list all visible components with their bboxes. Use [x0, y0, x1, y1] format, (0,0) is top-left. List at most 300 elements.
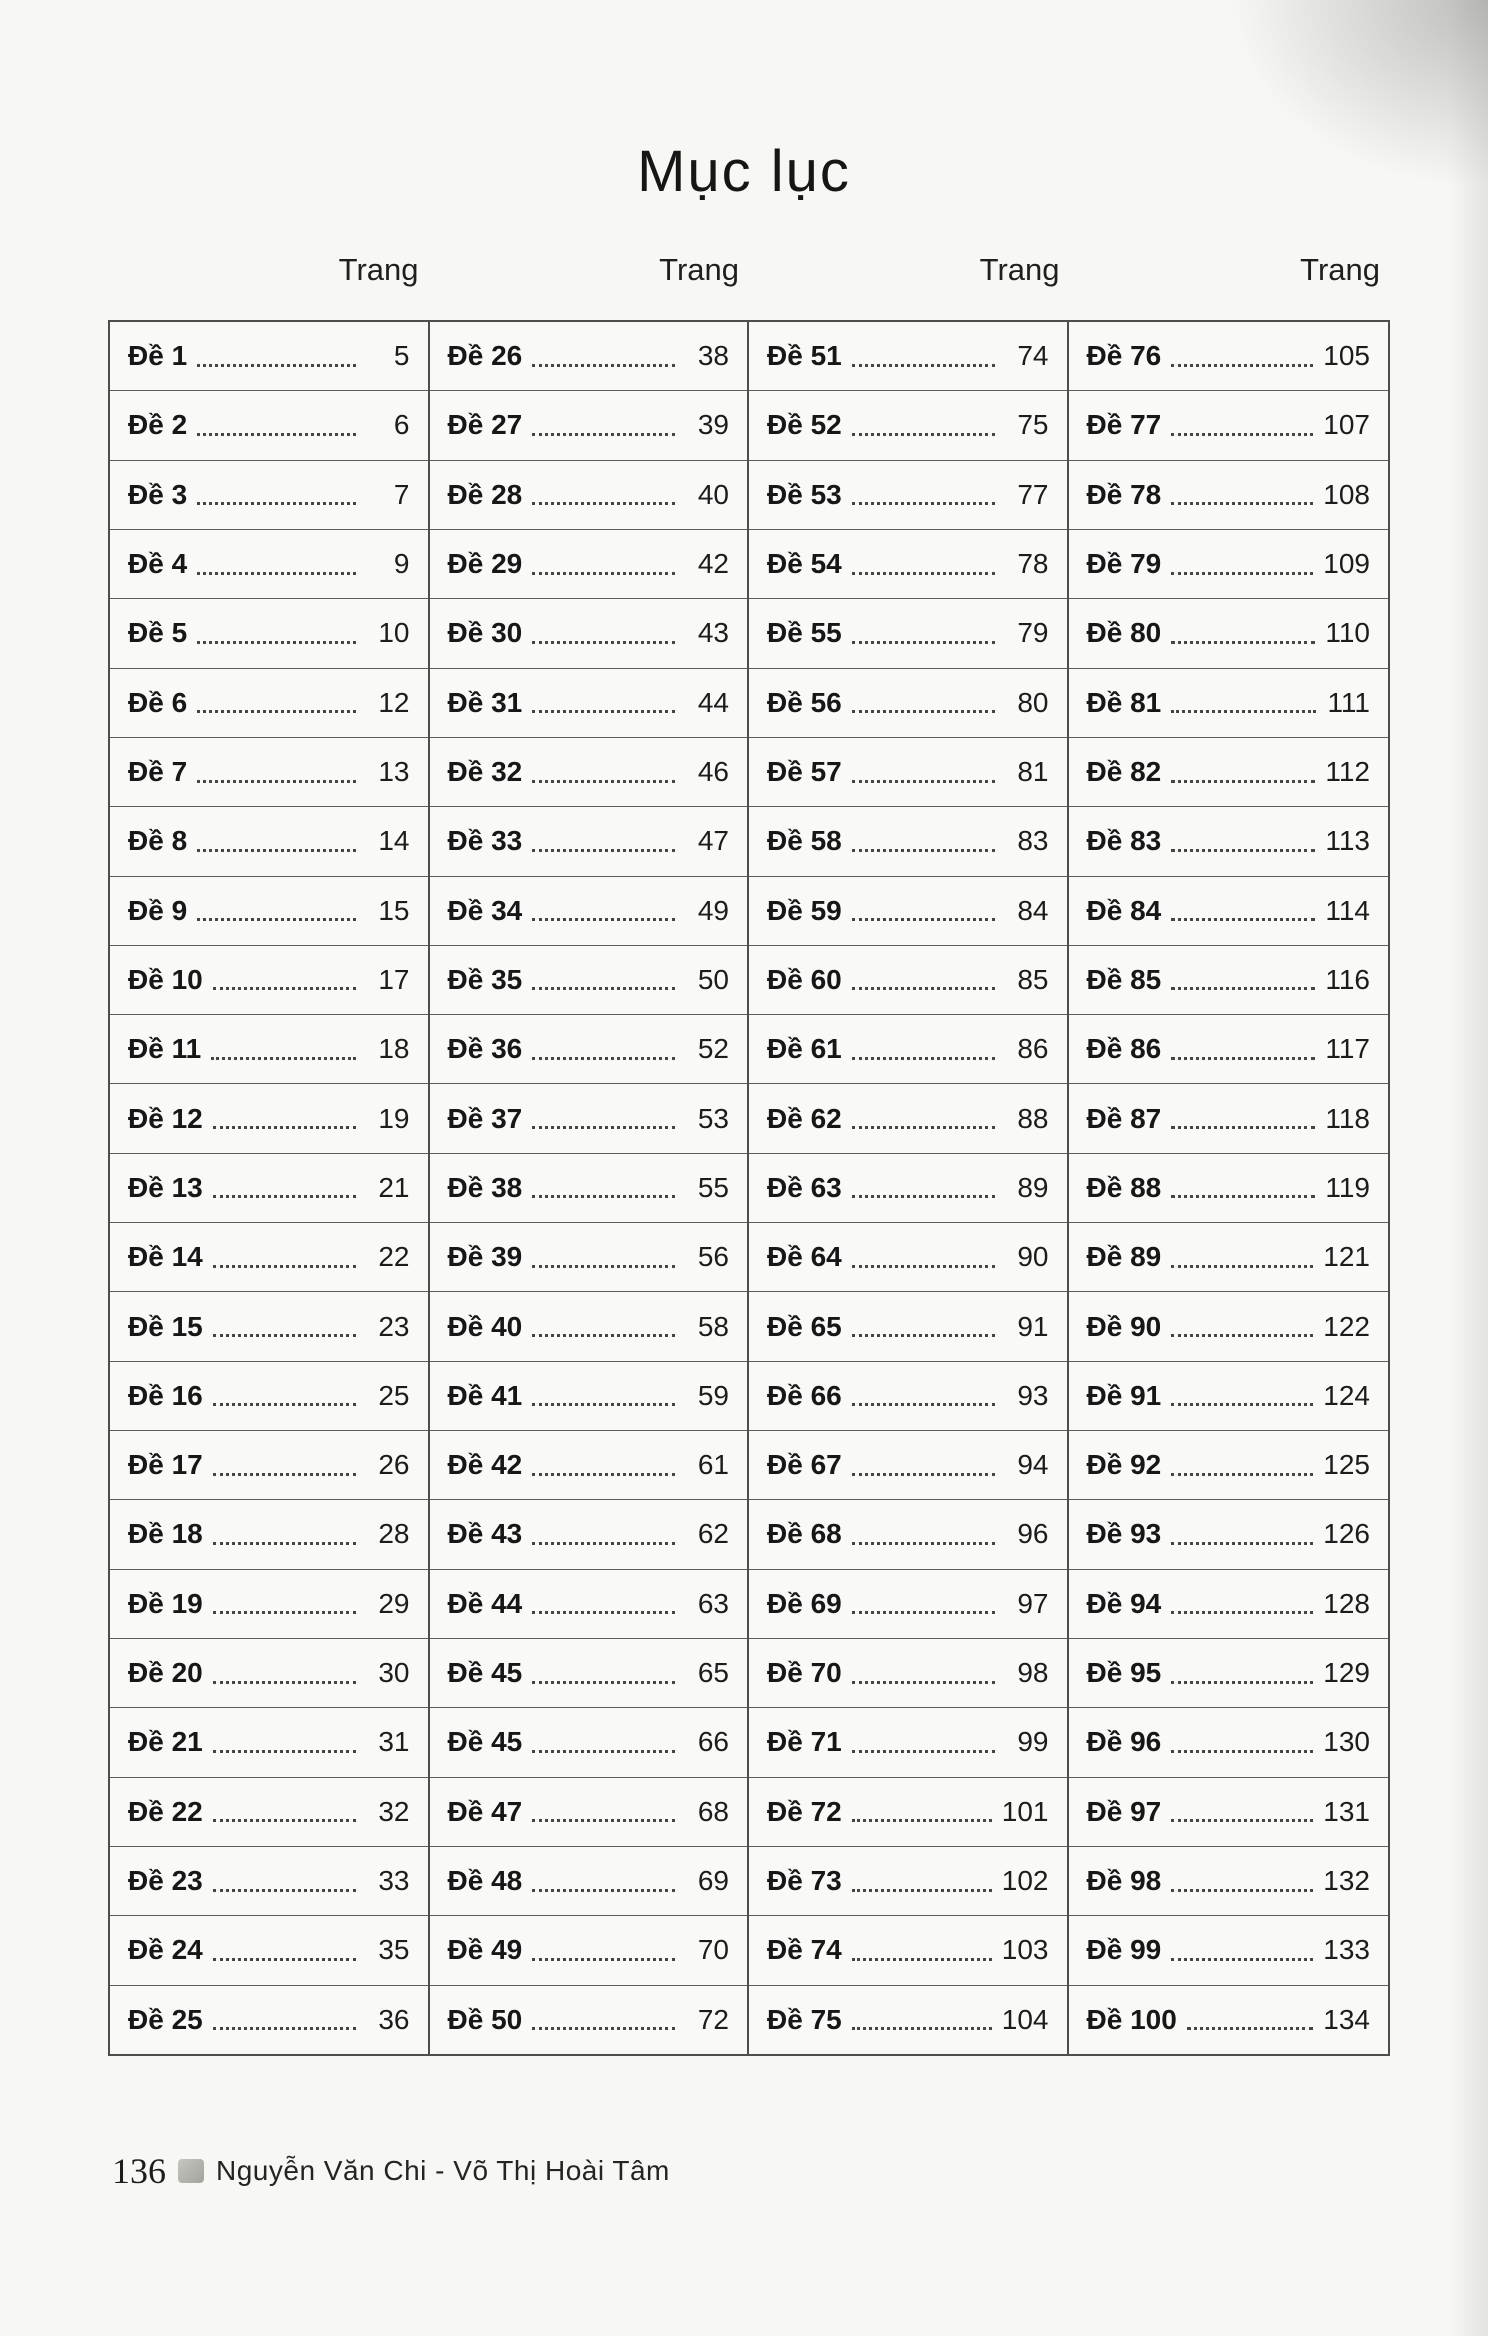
dot-leader	[852, 1195, 995, 1198]
toc-entry-label: Đề 82	[1086, 756, 1162, 788]
dot-leader	[1171, 502, 1313, 505]
dot-leader	[213, 1265, 356, 1268]
dot-leader	[197, 572, 355, 575]
toc-entry	[110, 1292, 428, 1361]
toc-entry-page: 15	[378, 894, 410, 926]
toc-entry	[1069, 1292, 1389, 1361]
toc-entry-label: Đề 1	[128, 340, 188, 372]
dot-leader	[213, 1958, 356, 1961]
toc-entry-label: Đề 45	[447, 1657, 523, 1689]
toc-entry-page: 116	[1325, 963, 1370, 995]
toc-entry-label: Đề 14	[128, 1241, 203, 1273]
dot-leader	[197, 849, 355, 852]
toc-entry-label: Đề 85	[1086, 963, 1162, 995]
toc-entry-page: 89	[1017, 1171, 1049, 1203]
column-header-trang-4: Trang	[1300, 252, 1380, 287]
dot-leader	[1171, 1889, 1313, 1892]
toc-entry-label: Đề 62	[767, 1102, 842, 1134]
toc-entry-label: Đề 83	[1086, 825, 1162, 857]
toc-entry-page: 68	[697, 1795, 729, 1827]
toc-entry-page: 61	[697, 1449, 729, 1481]
dot-leader	[532, 918, 675, 921]
toc-entry	[1069, 530, 1389, 599]
toc-entry-page: 80	[1017, 686, 1049, 718]
dot-leader	[852, 710, 995, 713]
toc-entry-page: 59	[697, 1379, 729, 1411]
toc-entry	[430, 1639, 748, 1708]
toc-entry	[1069, 1708, 1389, 1777]
toc-entry	[1069, 669, 1389, 738]
dot-leader	[1171, 1819, 1313, 1822]
toc-entry	[110, 530, 428, 599]
toc-entry-page: 55	[697, 1171, 729, 1203]
dot-leader	[213, 1403, 356, 1406]
toc-entry-page: 88	[1017, 1102, 1049, 1134]
toc-entry-page: 105	[1323, 340, 1370, 372]
toc-entry	[749, 1015, 1067, 1084]
toc-entry-label: Đề 38	[447, 1171, 523, 1203]
dot-leader	[1171, 1681, 1313, 1684]
toc-entry-label: Đề 18	[128, 1518, 203, 1550]
dot-leader	[852, 1611, 995, 1614]
toc-entry-page: 97	[1017, 1587, 1049, 1619]
toc-entry-label: Đề 57	[767, 756, 842, 788]
toc-entry-page: 23	[378, 1310, 410, 1342]
toc-entry-label: Đề 70	[767, 1657, 842, 1689]
scan-shadow-right-edge	[1448, 0, 1488, 2336]
toc-entry-page: 91	[1017, 1310, 1049, 1342]
dot-leader	[852, 987, 995, 990]
toc-column	[430, 322, 750, 2054]
toc-entry-page: 98	[1017, 1657, 1049, 1689]
toc-entry-label: Đề 41	[447, 1379, 523, 1411]
dot-leader	[1171, 1473, 1313, 1476]
toc-entry-label: Đề 84	[1086, 894, 1162, 926]
toc-entry	[749, 807, 1067, 876]
toc-entry-label: Đề 71	[767, 1726, 842, 1758]
toc-entry-label: Đề 4	[128, 548, 188, 580]
toc-entry	[749, 530, 1067, 599]
toc-entry	[110, 1362, 428, 1431]
toc-entry-page: 29	[378, 1587, 410, 1619]
toc-entry	[110, 1015, 428, 1084]
toc-entry-page: 49	[697, 894, 729, 926]
toc-entry-label: Đề 5	[128, 617, 188, 649]
toc-entry	[749, 946, 1067, 1015]
toc-entry	[110, 1570, 428, 1639]
toc-entry-label: Đề 40	[447, 1310, 523, 1342]
toc-entry-page: 130	[1323, 1726, 1370, 1758]
toc-entry-page: 72	[697, 2003, 729, 2035]
toc-entry-page: 94	[1017, 1449, 1049, 1481]
toc-entry-page: 18	[378, 1033, 410, 1065]
toc-entry-label: Đề 33	[447, 825, 523, 857]
toc-entry	[749, 1431, 1067, 1500]
toc-entry	[749, 1986, 1067, 2054]
dot-leader	[197, 918, 355, 921]
toc-entry-label: Đề 66	[767, 1379, 842, 1411]
toc-entry-label: Đề 35	[447, 963, 523, 995]
dot-leader	[532, 364, 675, 367]
toc-entry	[110, 946, 428, 1015]
toc-entry-page: 134	[1323, 2003, 1370, 2035]
toc-entry-label: Đề 75	[767, 2003, 842, 2035]
toc-entry	[110, 599, 428, 668]
dot-leader	[532, 641, 675, 644]
toc-entry-label: Đề 72	[767, 1795, 842, 1827]
toc-entry-page: 44	[697, 686, 729, 718]
toc-entry-label: Đề 81	[1086, 686, 1162, 718]
toc-entry-label: Đề 91	[1086, 1379, 1162, 1411]
dot-leader	[532, 1750, 675, 1753]
dot-leader	[197, 710, 355, 713]
toc-entry-page: 93	[1017, 1379, 1049, 1411]
toc-entry	[1069, 1084, 1389, 1153]
toc-entry	[1069, 1639, 1389, 1708]
toc-entry-page: 86	[1017, 1033, 1049, 1065]
dot-leader	[532, 987, 675, 990]
toc-entry-page: 117	[1325, 1033, 1370, 1065]
toc-entry	[430, 1154, 748, 1223]
column-header-trang-3: Trang	[979, 252, 1060, 287]
footer-page-number: 136	[112, 2151, 166, 2191]
dot-leader	[213, 1819, 356, 1822]
toc-entry	[110, 461, 428, 530]
toc-entry-label: Đề 28	[447, 478, 523, 510]
toc-entry	[749, 322, 1067, 391]
toc-entry	[430, 1570, 748, 1639]
toc-entry-label: Đề 2	[128, 409, 188, 441]
dot-leader	[532, 572, 675, 575]
toc-entry-label: Đề 78	[1086, 478, 1162, 510]
toc-entry-label: Đề 6	[128, 686, 188, 718]
toc-entry-label: Đề 45	[447, 1726, 523, 1758]
column-headers	[108, 252, 1390, 288]
toc-entry-label: Đề 43	[447, 1518, 523, 1550]
toc-entry-label: Đề 23	[128, 1865, 203, 1897]
toc-entry-page: 53	[697, 1102, 729, 1134]
toc-entry-label: Đề 100	[1086, 2003, 1177, 2035]
dot-leader	[852, 918, 995, 921]
toc-entry-page: 66	[697, 1726, 729, 1758]
toc-entry-page: 28	[378, 1518, 410, 1550]
toc-entry	[1069, 807, 1389, 876]
dot-leader	[852, 433, 995, 436]
toc-entry-page: 109	[1323, 548, 1370, 580]
toc-entry-page: 104	[1001, 2003, 1049, 2035]
dot-leader	[532, 1334, 675, 1337]
toc-entry	[749, 1154, 1067, 1223]
toc-entry-page: 31	[378, 1726, 410, 1758]
toc-entry-page: 9	[393, 548, 410, 580]
dot-leader	[1171, 1334, 1313, 1337]
toc-entry-label: Đề 29	[447, 548, 523, 580]
toc-entry-label: Đề 56	[767, 686, 842, 718]
publisher-logo-icon	[178, 2159, 204, 2183]
toc-entry-label: Đề 98	[1086, 1865, 1162, 1897]
toc-entry	[749, 1570, 1067, 1639]
toc-entry-label: Đề 95	[1086, 1657, 1162, 1689]
toc-entry	[110, 1986, 428, 2054]
toc-entry-page: 65	[697, 1657, 729, 1689]
toc-entry	[1069, 391, 1389, 460]
toc-entry-label: Đề 3	[128, 478, 188, 510]
toc-entry	[110, 1708, 428, 1777]
toc-entry-label: Đề 15	[128, 1310, 203, 1342]
dot-leader	[213, 1889, 356, 1892]
toc-entry-label: Đề 26	[447, 340, 523, 372]
footer-authors: Nguyễn Văn Chi - Võ Thị Hoài Tâm	[216, 2155, 670, 2186]
toc-entry-page: 129	[1323, 1657, 1370, 1689]
toc-entry-page: 101	[1001, 1795, 1049, 1827]
toc-entry	[430, 1916, 748, 1985]
toc-entry-page: 38	[697, 340, 729, 372]
toc-entry-page: 125	[1323, 1449, 1370, 1481]
toc-entry-page: 35	[378, 1934, 410, 1966]
toc-table	[108, 320, 1390, 2056]
toc-entry-page: 25	[378, 1379, 410, 1411]
toc-entry	[110, 391, 428, 460]
toc-entry	[110, 1223, 428, 1292]
toc-entry-page: 103	[1001, 1934, 1049, 1966]
toc-entry	[1069, 738, 1389, 807]
dot-leader	[213, 1750, 356, 1753]
toc-entry	[749, 738, 1067, 807]
toc-entry	[110, 1778, 428, 1847]
dot-leader	[532, 1057, 675, 1060]
toc-entry	[110, 1916, 428, 1985]
toc-entry-page: 77	[1017, 478, 1049, 510]
dot-leader	[852, 1334, 995, 1337]
toc-entry-page: 36	[378, 2003, 410, 2035]
toc-entry-page: 52	[697, 1033, 729, 1065]
dot-leader	[1171, 364, 1313, 367]
dot-leader	[213, 1611, 356, 1614]
toc-entry-label: Đề 53	[767, 478, 842, 510]
toc-entry-page: 118	[1325, 1102, 1370, 1134]
toc-entry-label: Đề 55	[767, 617, 842, 649]
toc-entry	[430, 1500, 748, 1569]
toc-entry-page: 39	[697, 409, 729, 441]
toc-entry-label: Đề 52	[767, 409, 842, 441]
page-footer	[112, 2150, 670, 2192]
toc-entry-page: 17	[378, 963, 410, 995]
toc-entry-label: Đề 34	[447, 894, 523, 926]
toc-entry	[749, 1500, 1067, 1569]
toc-entry	[749, 669, 1067, 738]
toc-entry-page: 32	[378, 1795, 410, 1827]
column-header-trang-1: Trang	[338, 252, 419, 287]
toc-entry-page: 113	[1325, 825, 1370, 857]
toc-entry	[430, 1362, 748, 1431]
toc-entry	[110, 669, 428, 738]
toc-entry-page: 14	[378, 825, 410, 857]
toc-entry-page: 126	[1323, 1518, 1370, 1550]
dot-leader	[1171, 572, 1313, 575]
toc-entry	[1069, 322, 1389, 391]
toc-entry-label: Đề 73	[767, 1865, 842, 1897]
toc-entry-label: Đề 90	[1086, 1310, 1162, 1342]
toc-entry	[749, 599, 1067, 668]
dot-leader	[532, 1681, 675, 1684]
toc-entry-page: 30	[378, 1657, 410, 1689]
dot-leader	[1171, 1542, 1313, 1545]
toc-entry	[110, 1431, 428, 1500]
dot-leader	[532, 1126, 675, 1129]
toc-entry-page: 124	[1323, 1379, 1370, 1411]
dot-leader	[532, 1195, 675, 1198]
toc-entry-page: 56	[697, 1241, 729, 1273]
dot-leader	[532, 710, 675, 713]
dot-leader	[532, 433, 675, 436]
toc-entry	[749, 1639, 1067, 1708]
dot-leader	[1171, 1750, 1313, 1753]
toc-entry-label: Đề 12	[128, 1102, 203, 1134]
toc-entry-label: Đề 8	[128, 825, 188, 857]
toc-entry	[430, 807, 748, 876]
toc-entry-page: 96	[1017, 1518, 1049, 1550]
toc-entry-page: 111	[1327, 686, 1370, 718]
dot-leader	[532, 1958, 675, 1961]
toc-entry	[1069, 599, 1389, 668]
dot-leader	[532, 502, 675, 505]
dot-leader	[532, 1403, 675, 1406]
dot-leader	[532, 1473, 675, 1476]
dot-leader	[213, 1542, 356, 1545]
toc-entry-page: 22	[378, 1241, 410, 1273]
toc-entry-label: Đề 19	[128, 1587, 203, 1619]
dot-leader	[852, 1542, 995, 1545]
toc-entry	[430, 1847, 748, 1916]
toc-entry-page: 58	[697, 1310, 729, 1342]
toc-entry-page: 119	[1325, 1171, 1370, 1203]
toc-entry-label: Đề 25	[128, 2003, 203, 2035]
dot-leader	[852, 780, 995, 783]
toc-entry	[430, 738, 748, 807]
dot-leader	[532, 1265, 675, 1268]
toc-entry	[1069, 1500, 1389, 1569]
toc-entry-label: Đề 24	[128, 1934, 203, 1966]
toc-entry	[430, 599, 748, 668]
toc-entry-label: Đề 48	[447, 1865, 523, 1897]
toc-entry-label: Đề 30	[447, 617, 523, 649]
toc-entry	[1069, 1362, 1389, 1431]
toc-entry	[749, 1708, 1067, 1777]
dot-leader	[197, 780, 355, 783]
toc-entry-page: 133	[1323, 1934, 1370, 1966]
toc-column	[110, 322, 430, 2054]
dot-leader	[1171, 1958, 1313, 1961]
toc-entry	[110, 322, 428, 391]
toc-entry-page: 84	[1017, 894, 1049, 926]
toc-entry-page: 114	[1325, 894, 1370, 926]
toc-entry-label: Đề 61	[767, 1033, 842, 1065]
dot-leader	[1171, 1265, 1313, 1268]
dot-leader	[852, 1889, 992, 1892]
dot-leader	[211, 1057, 355, 1060]
toc-entry-label: Đề 80	[1086, 617, 1162, 649]
toc-entry-label: Đề 44	[447, 1587, 523, 1619]
toc-entry-page: 19	[378, 1102, 410, 1134]
toc-entry	[749, 1223, 1067, 1292]
dot-leader	[852, 1265, 995, 1268]
toc-entry	[110, 1500, 428, 1569]
toc-entry	[430, 1084, 748, 1153]
toc-entry-label: Đề 13	[128, 1171, 203, 1203]
toc-entry-page: 74	[1017, 340, 1049, 372]
toc-entry-label: Đề 86	[1086, 1033, 1162, 1065]
toc-entry-page: 43	[697, 617, 729, 649]
toc-entry-label: Đề 51	[767, 340, 842, 372]
toc-entry	[1069, 946, 1389, 1015]
dot-leader	[213, 1473, 356, 1476]
toc-entry	[430, 1986, 748, 2054]
toc-entry-label: Đề 63	[767, 1171, 842, 1203]
dot-leader	[852, 364, 995, 367]
toc-entry-label: Đề 99	[1086, 1934, 1162, 1966]
toc-entry-page: 78	[1017, 548, 1049, 580]
toc-entry	[1069, 1916, 1389, 1985]
toc-entry-page: 63	[697, 1587, 729, 1619]
dot-leader	[852, 1958, 992, 1961]
toc-entry	[110, 738, 428, 807]
dot-leader	[1171, 849, 1315, 852]
toc-entry	[110, 807, 428, 876]
toc-entry	[749, 1084, 1067, 1153]
dot-leader	[852, 1819, 992, 1822]
toc-entry-page: 75	[1017, 409, 1049, 441]
toc-entry	[430, 1431, 748, 1500]
toc-entry	[110, 1639, 428, 1708]
toc-entry-label: Đề 94	[1086, 1587, 1162, 1619]
toc-entry-page: 128	[1323, 1587, 1370, 1619]
dot-leader	[213, 2027, 356, 2030]
dot-leader	[213, 1681, 356, 1684]
toc-entry-label: Đề 27	[447, 409, 523, 441]
toc-entry	[430, 877, 748, 946]
toc-entry	[1069, 1570, 1389, 1639]
toc-entry	[430, 1223, 748, 1292]
toc-entry	[749, 1362, 1067, 1431]
toc-column	[1069, 322, 1389, 2054]
toc-entry-page: 6	[393, 409, 410, 441]
toc-entry-page: 47	[697, 825, 729, 857]
toc-entry-label: Đề 7	[128, 756, 188, 788]
toc-entry	[1069, 1847, 1389, 1916]
toc-entry	[430, 1015, 748, 1084]
dot-leader	[532, 1542, 675, 1545]
toc-entry	[749, 391, 1067, 460]
toc-entry-page: 33	[378, 1865, 410, 1897]
toc-entry-label: Đề 67	[767, 1449, 842, 1481]
toc-entry	[1069, 1986, 1389, 2054]
toc-entry-page: 46	[697, 756, 729, 788]
toc-entry-label: Đề 64	[767, 1241, 842, 1273]
toc-entry-label: Đề 93	[1086, 1518, 1162, 1550]
toc-entry-page: 70	[697, 1934, 729, 1966]
toc-entry-label: Đề 92	[1086, 1449, 1162, 1481]
toc-entry	[430, 391, 748, 460]
toc-entry	[1069, 877, 1389, 946]
toc-entry-label: Đề 77	[1086, 409, 1162, 441]
toc-entry	[1069, 1431, 1389, 1500]
dot-leader	[852, 1126, 995, 1129]
toc-entry-label: Đề 37	[447, 1102, 523, 1134]
dot-leader	[1171, 1403, 1313, 1406]
toc-entry-label: Đề 50	[447, 2003, 523, 2035]
toc-entry-label: Đề 32	[447, 756, 523, 788]
toc-entry-label: Đề 42	[447, 1449, 523, 1481]
